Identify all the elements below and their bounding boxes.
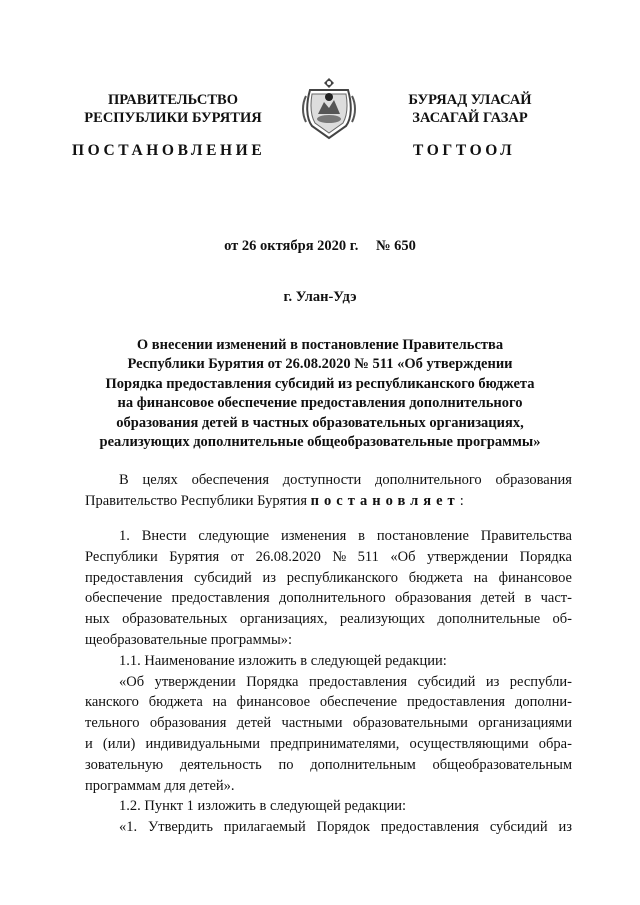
- word: образования: [394, 590, 472, 607]
- word: «1.: [119, 819, 138, 836]
- word: от: [230, 548, 245, 565]
- word: дополнительного: [278, 590, 386, 607]
- word: образования: [149, 715, 227, 732]
- body-line: щеобразовательные программы»:: [85, 631, 292, 648]
- resolves-word: постановляет: [310, 492, 460, 509]
- decree-number: № 650: [375, 238, 416, 254]
- word: в: [524, 590, 532, 607]
- body-line: [85, 755, 572, 776]
- subject-line: образования детей в частных образовательных организациях,: [116, 414, 524, 431]
- org-name-russian: [78, 91, 268, 127]
- doc-type-buryat: ТОГТООЛ: [413, 142, 516, 159]
- decree-city: г. Улан-Удэ: [283, 289, 357, 305]
- word: осуществляющими: [409, 735, 529, 752]
- word: 511: [357, 548, 379, 565]
- decree-date: от 26 октября 2020 г.: [224, 238, 359, 254]
- word: предоставления: [380, 819, 479, 836]
- word: из: [262, 569, 276, 586]
- body-line: [85, 568, 572, 589]
- decree-date-line: [0, 238, 640, 255]
- word: образования: [495, 472, 572, 488]
- body-line: [85, 470, 572, 491]
- word: по: [278, 756, 294, 773]
- org-name-buryat: [370, 91, 570, 127]
- word: субсидий: [489, 819, 548, 836]
- word: Порядок: [316, 819, 370, 836]
- coat-of-arms-emblem: [300, 74, 358, 142]
- word: об-: [552, 611, 572, 628]
- body-line: [85, 692, 572, 713]
- word: финансовое: [236, 694, 311, 711]
- word: Порядка: [246, 673, 299, 690]
- word: детей: [480, 590, 516, 607]
- body-line: [85, 491, 572, 512]
- subject-line: на финансовое обеспечение предоставления дополнительного: [117, 395, 523, 412]
- word: В: [119, 472, 129, 488]
- word: организациях,: [239, 611, 328, 628]
- word: утверждении: [154, 673, 236, 690]
- word: Порядка: [519, 548, 572, 565]
- word: канского: [85, 694, 139, 711]
- word: детей: [236, 715, 272, 732]
- word: общеобразовательным: [432, 756, 572, 773]
- word: обеспечение: [319, 694, 398, 711]
- word: прилагаемый: [223, 819, 306, 836]
- preamble-colon: :: [459, 492, 464, 509]
- word: дополни-: [514, 694, 572, 711]
- body-line: [85, 734, 572, 755]
- body-line: [85, 817, 572, 838]
- item-1-1: 1.1. Наименование изложить в следующей редакции:: [119, 652, 447, 669]
- word: предоставления: [406, 694, 506, 711]
- word: дополнительного: [375, 472, 482, 488]
- word: бюджета: [408, 569, 463, 586]
- word: изменения: [280, 528, 347, 544]
- body-line: [85, 609, 572, 630]
- word: предоставления: [171, 590, 270, 607]
- word: «Об: [390, 548, 416, 565]
- word: бюджета: [148, 694, 203, 711]
- word: обра-: [538, 735, 572, 752]
- word: в: [358, 528, 365, 544]
- word: Утвердить: [147, 819, 213, 836]
- org-name-line: ЗАСАГАЙ ГАЗАР: [412, 110, 528, 126]
- preamble-text: Правительство Республики Бурятия: [85, 492, 308, 509]
- word: предоставления: [85, 569, 184, 586]
- word: (или): [102, 735, 136, 752]
- word: 1.: [119, 528, 130, 544]
- word: 26.08.2020: [255, 548, 321, 565]
- word: деятельность: [179, 756, 262, 773]
- word: тельного: [85, 715, 140, 732]
- word: зовательную: [85, 756, 164, 773]
- body-line: программам для детей».: [85, 777, 235, 794]
- org-name-line: РЕСПУБЛИКИ БУРЯТИЯ: [84, 110, 262, 126]
- word: Республики: [85, 548, 158, 565]
- word: из: [485, 673, 500, 690]
- word: №: [332, 548, 347, 565]
- word: следующие: [198, 528, 270, 544]
- word: утверждении: [426, 548, 509, 565]
- org-name-line: ПРАВИТЕЛЬСТВО: [108, 92, 238, 108]
- subject-line: Порядка предоставления субсидий из республиканского бюджета: [105, 375, 535, 392]
- word: ных: [85, 611, 110, 628]
- word: индивидуальными: [145, 735, 260, 752]
- preamble: [85, 470, 572, 512]
- word: Внести: [141, 528, 187, 544]
- word: постановление: [376, 528, 469, 544]
- word: образовательных: [122, 611, 228, 628]
- word: из: [558, 819, 572, 836]
- decree-subject: [80, 336, 560, 452]
- word: Бурятия: [169, 548, 220, 565]
- word: образовательными: [352, 715, 468, 732]
- word: республиканского: [286, 569, 398, 586]
- subject-line: Республики Бурятия от 26.08.2020 № 511 «Об утверждении: [127, 356, 513, 373]
- word: част-: [540, 590, 572, 607]
- word: дополнительные: [437, 611, 541, 628]
- word: на: [473, 569, 488, 586]
- word: реализующих: [339, 611, 425, 628]
- subject-line: реализующих дополнительные общеобразовательные программы»: [99, 434, 541, 451]
- word: Правительства: [480, 528, 572, 544]
- word: обеспечения: [191, 472, 269, 488]
- subject-line: О внесении изменений в постановление Правительства: [136, 337, 504, 353]
- word: субсидий: [193, 569, 252, 586]
- word: предпринимателями,: [270, 735, 400, 752]
- word: финансовое: [498, 569, 572, 586]
- word: обеспечение: [85, 590, 163, 607]
- doc-type-russian: ПОСТАНОВЛЕНИЕ: [72, 142, 266, 159]
- body-line: [85, 526, 572, 547]
- word: на: [212, 694, 227, 711]
- item-1-2: 1.2. Пункт 1 изложить в следующей редакции:: [119, 798, 407, 815]
- word: дополнительным: [310, 756, 416, 773]
- word: «Об: [119, 673, 145, 690]
- word: частными: [281, 715, 343, 732]
- word: предоставления: [308, 673, 408, 690]
- word: целях: [142, 472, 178, 488]
- body-line: [85, 713, 572, 734]
- paragraph-1: [85, 526, 572, 838]
- org-name-line: БУРЯАД УЛАСАЙ: [408, 92, 532, 108]
- body-line: [85, 588, 572, 609]
- word: доступности: [282, 472, 362, 488]
- word: субсидий: [417, 673, 476, 690]
- word: организациями: [478, 715, 572, 732]
- body-line: [85, 672, 572, 693]
- word: республи-: [509, 673, 572, 690]
- word: и: [85, 735, 93, 752]
- body-line: [85, 547, 572, 568]
